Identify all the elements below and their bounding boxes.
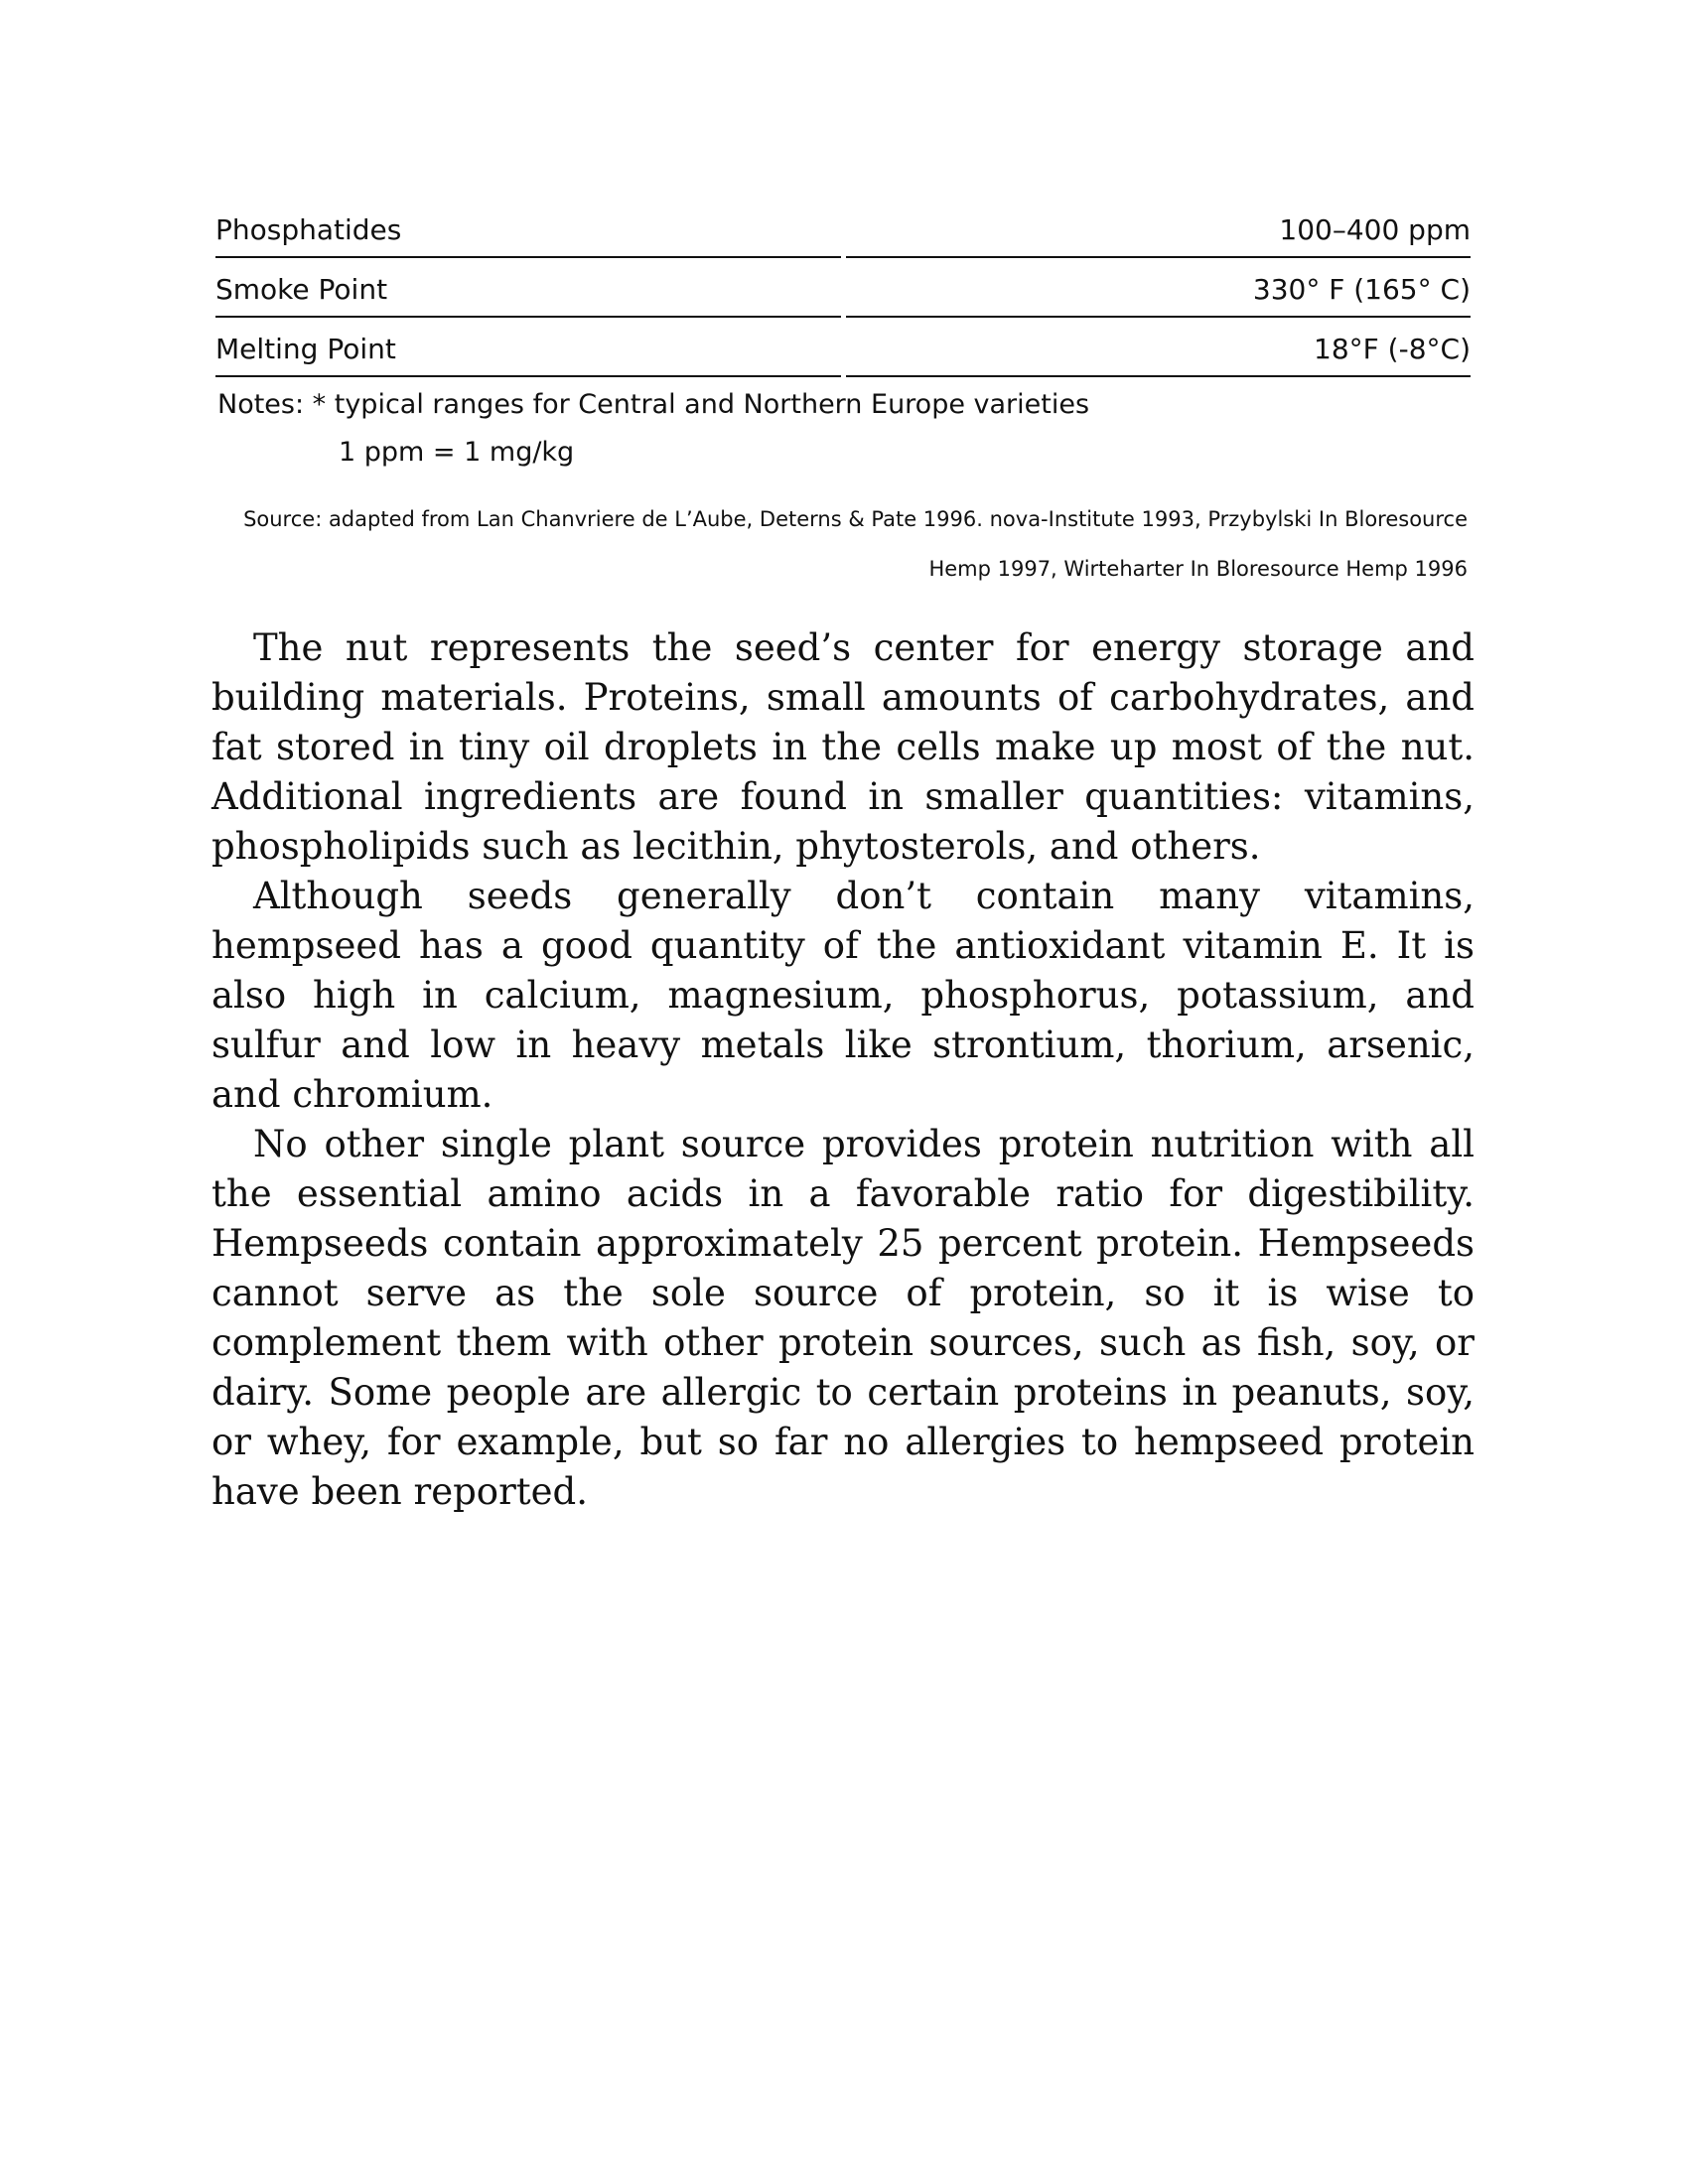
table-row <box>215 258 1471 318</box>
row-label: Phosphatides <box>215 213 402 246</box>
row-divider <box>846 375 1471 377</box>
source-line: Hemp 1997, Wirteharter In Bloresource Hemp 1996 <box>928 557 1468 581</box>
row-value: 330° F (165° C) <box>1252 273 1471 306</box>
table-row <box>215 199 1471 258</box>
row-label: Melting Point <box>215 333 396 365</box>
table-source <box>236 494 1468 594</box>
row-label: Smoke Point <box>215 273 388 306</box>
body-text <box>211 623 1475 1517</box>
table-row <box>215 318 1471 377</box>
notes-line: Notes: * typical ranges for Central and Northern Europe varieties <box>217 389 1090 420</box>
paragraph: No other single plant source provides protein nutrition with all the essential amino acids in a favorable ratio for digestibility. Hempseeds contain approximately 25 percent protein. Hempseeds cannot serve as the sole source of protein, so it is wise to complement them with other protein sources, such as fish, soy, or dairy. Some people are allergic to certain proteins in peanuts, soy, or whey, for example, but so far no allergies to hempseed protein have been reported. <box>211 1123 1475 1513</box>
notes-line: 1 ppm = 1 mg/kg <box>339 437 575 468</box>
table-notes <box>217 385 1089 473</box>
paragraph: Although seeds generally don’t contain many vitamins, hempseed has a good quantity of the antioxidant vitamin E. It is also high in calcium, magnesium, phosphorus, potassium, and sulfur and low in heavy metals like strontium, thorium, arsenic, and chromium. <box>211 875 1475 1116</box>
source-line: Source: adapted from Lan Chanvriere de L’Aube, Deterns & Pate 1996. nova-Institute 1993, Przybylski In Bloresource <box>243 507 1468 531</box>
row-value: 18°F (-8°C) <box>1314 333 1471 365</box>
properties-table <box>215 199 1471 377</box>
row-divider <box>215 375 841 377</box>
paragraph: The nut represents the seed’s center for energy storage and building materials. Proteins, small amounts of carbohydrates, and fat stored in tiny oil droplets in the cells make up most of the nut. Additional ingredients are found in smaller quantities: vitamins, phospholipids such as lecithin, phytosterols, and others. <box>211 626 1475 868</box>
row-value: 100–400 ppm <box>1279 213 1471 246</box>
